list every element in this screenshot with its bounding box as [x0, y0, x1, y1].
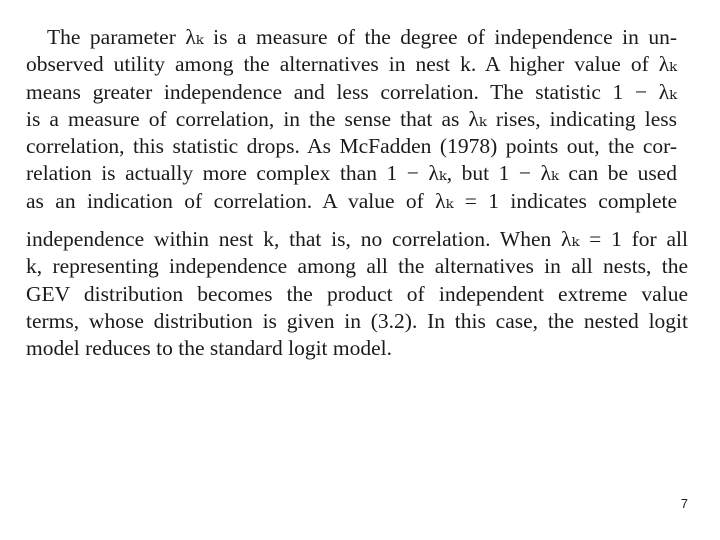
- paragraph-2-line: independence within nest k, that is, no correlation. When λₖ = 1 for all: [26, 227, 688, 251]
- text-paragraph-2: [26, 226, 688, 362]
- text-paragraph-1: [26, 24, 677, 215]
- paragraph-1-line: relation is actually more complex than 1 − λₖ, but 1 − λₖ can be used: [26, 161, 677, 186]
- paragraph-1-line: means greater independence and less correlation. The statistic 1 − λₖ: [26, 79, 677, 104]
- paragraph-1-line: correlation, this statistic drops. As McFadden (1978) points out, the cor-: [26, 134, 677, 159]
- paragraph-2-line: terms, whose distribution is given in (3.2). In this case, the nested logit: [26, 308, 688, 333]
- paragraph-1-line: observed utility among the alternatives in nest k. A higher value of λₖ: [26, 52, 677, 77]
- paragraph-2-line: k, representing independence among all the alternatives in all nests, the: [26, 254, 688, 279]
- paragraph-1-line: as an indication of correlation. A value of λₖ = 1 indicates complete: [26, 188, 677, 213]
- page-number: 7: [680, 496, 688, 511]
- paragraph-1-line: The parameter λₖ is a measure of the degree of independence in un-: [47, 25, 677, 49]
- paragraph-1-line: is a measure of correlation, in the sense that as λₖ rises, indicating less: [26, 106, 677, 131]
- paragraph-2-line: GEV distribution becomes the product of independent extreme value: [26, 281, 688, 306]
- paragraph-2-line: model reduces to the standard logit model.: [26, 336, 393, 361]
